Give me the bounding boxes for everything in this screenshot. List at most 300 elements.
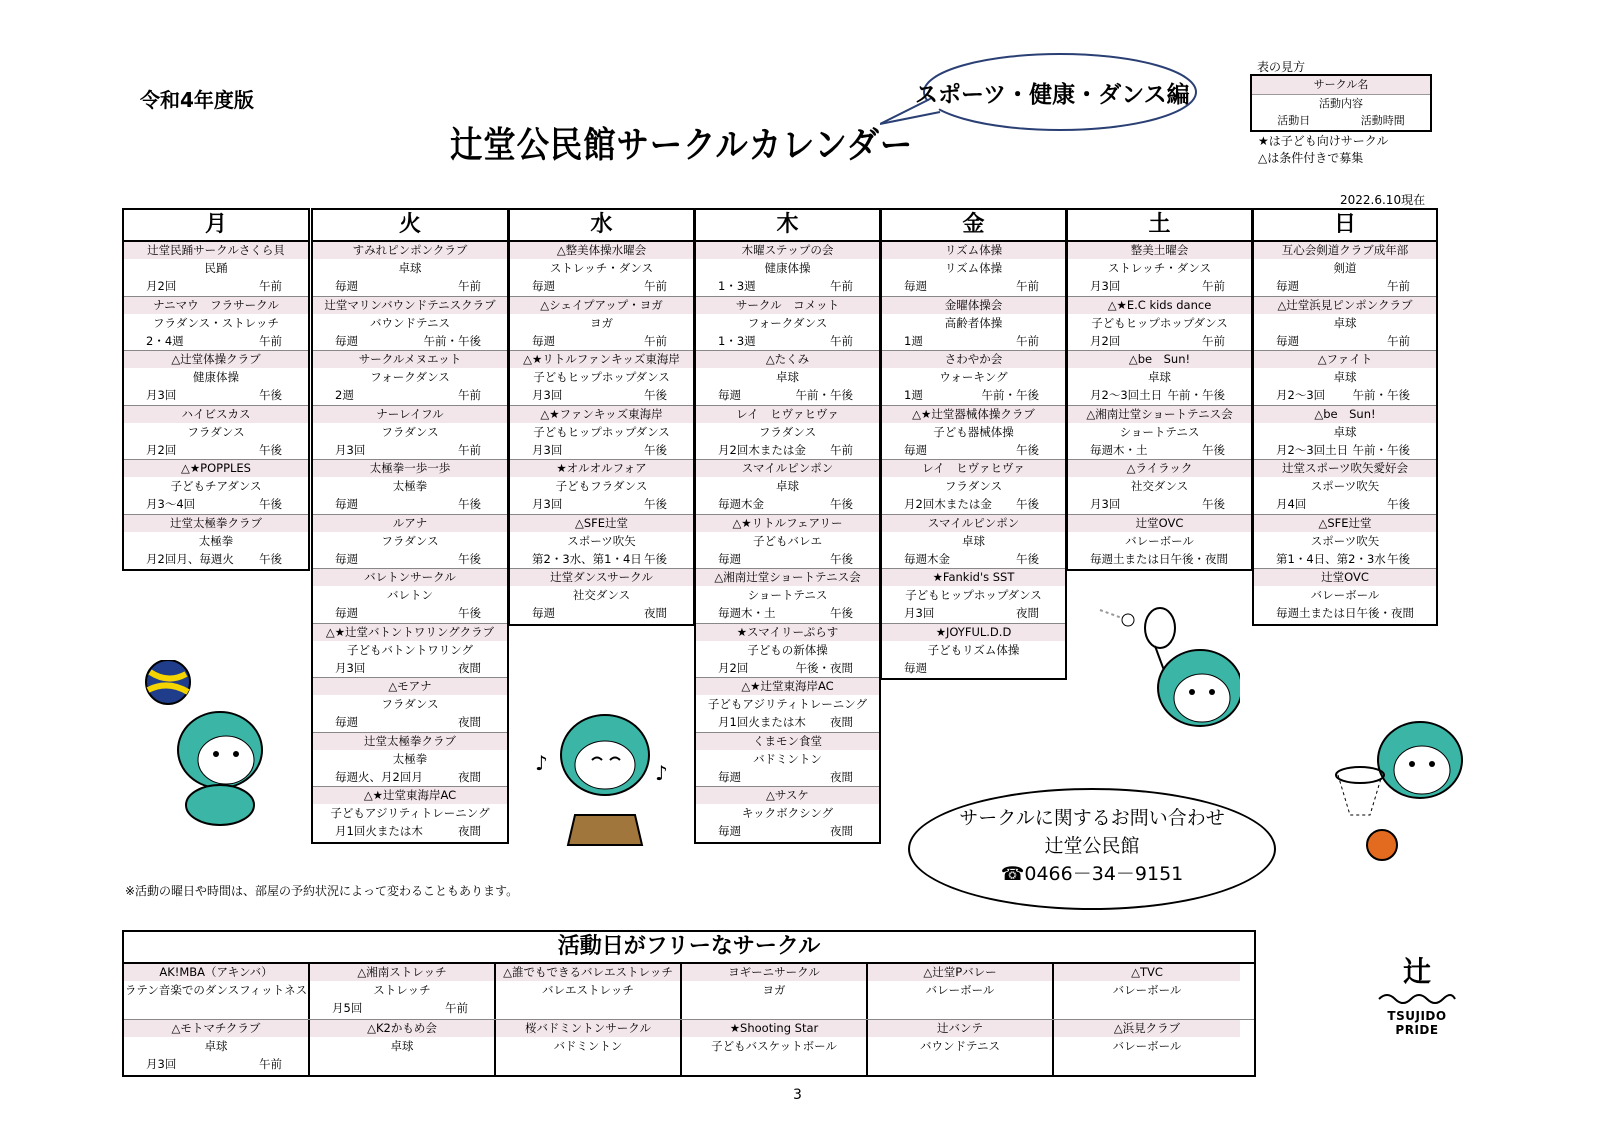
day-column xyxy=(311,208,509,844)
circle-name: くまモン食堂 xyxy=(696,733,879,750)
circle-day: 毎週 xyxy=(532,333,555,348)
circle-day: 毎週 xyxy=(335,715,358,729)
circle-entry xyxy=(124,351,308,406)
free-row xyxy=(124,964,1254,1020)
circle-entry xyxy=(313,515,507,570)
circle-time: 午後・夜間 xyxy=(795,660,853,675)
circle-time: 午後・夜間 xyxy=(1356,606,1414,620)
circle-entry xyxy=(696,624,879,679)
day-header: 日 xyxy=(1254,210,1436,242)
circle-activity: 子どもバレエ xyxy=(753,533,822,548)
circle-entry xyxy=(313,678,507,733)
circle-day: 1週 xyxy=(904,333,923,348)
circle-name: △モアナ xyxy=(313,678,507,695)
circle-name: 辻堂マリンバウンドテニスクラブ xyxy=(313,297,507,314)
circle-day: 毎週木・土 xyxy=(718,606,776,620)
circle-entry xyxy=(696,351,879,406)
circle-name: ★オルオルフォア xyxy=(510,460,693,477)
circle-day: 月3回 xyxy=(1090,279,1121,293)
free-circle-entry xyxy=(124,964,310,1019)
circle-day: 毎週 xyxy=(335,551,358,566)
day-header: 火 xyxy=(313,210,507,242)
circle-activity: リズム体操 xyxy=(944,261,1003,275)
mascot-badminton-illustration xyxy=(1060,600,1240,770)
circle-name: サークル コメット xyxy=(696,297,879,314)
circle-name: △湘南辻堂ショートテニス会 xyxy=(696,569,879,586)
circle-day: 月3回 xyxy=(904,606,935,620)
free-schedule-table xyxy=(122,930,1256,1077)
day-column xyxy=(508,208,695,626)
circle-time: 午後 xyxy=(458,497,481,511)
circle-time: 午前 xyxy=(830,333,853,348)
circle-name: △★辻堂器械体操クラブ xyxy=(882,406,1065,423)
circle-activity: 太極拳 xyxy=(198,533,234,548)
circle-time: 午後 xyxy=(644,388,667,402)
circle-time: 午前 xyxy=(259,333,282,348)
contact-heading: サークルに関するお問い合わせ xyxy=(959,807,1225,829)
page-title: 辻堂公民館サークルカレンダー xyxy=(450,125,914,166)
circle-entry xyxy=(882,242,1065,297)
circle-day: 毎週 xyxy=(718,824,741,838)
circle-time: 午後 xyxy=(644,442,667,457)
mascot-volleyball-illustration xyxy=(140,660,290,830)
circle-time: 午前・午後 xyxy=(423,333,481,348)
contact-facility: 辻堂公民館 xyxy=(1044,835,1140,857)
circle-day: 月3回 xyxy=(532,388,563,402)
circle-name: ★スマイリーぷらす xyxy=(696,624,879,641)
circle-activity: 子どもリズム体操 xyxy=(927,642,1020,657)
circle-day: 月1回火または木 xyxy=(335,824,423,838)
circle-day: 1週 xyxy=(904,388,923,402)
circle-entry xyxy=(1254,242,1436,297)
wave-icon xyxy=(1377,993,1457,1005)
circle-activity: 卓球 xyxy=(776,370,799,384)
day-column xyxy=(880,208,1067,680)
circle-entry xyxy=(313,351,507,406)
circle-name: △K2かもめ会 xyxy=(310,1020,494,1037)
contact-phone: ☎0466－34－9151 xyxy=(1000,863,1184,885)
circle-time: 午前 xyxy=(259,279,282,293)
circle-name: 互心会剣道クラブ成年部 xyxy=(1254,242,1436,259)
circle-activity: 子どもチアダンス xyxy=(170,479,262,493)
legend-content: 活動内容 xyxy=(1319,97,1363,110)
circle-day: 毎週 xyxy=(904,442,927,457)
circle-entry xyxy=(696,733,879,788)
circle-name: 辻堂民踊サークルさくら貝 xyxy=(124,242,308,259)
circle-time: 午前 xyxy=(830,279,853,293)
circle-activity: 子どもヒップホップダンス xyxy=(905,588,1042,602)
circle-name: △be Sun! xyxy=(1254,406,1436,423)
circle-day: 月2～3回土日 xyxy=(1276,442,1349,457)
legend-note-conditional: △は条件付きで募集 xyxy=(1258,151,1364,165)
circle-activity: 子どもアジリティトレーニング xyxy=(707,697,868,711)
circle-time: 午後 xyxy=(259,497,282,511)
circle-day: 毎週木金 xyxy=(904,551,950,566)
circle-activity: バレーボール xyxy=(925,983,995,997)
circle-name: △★辻堂東海岸AC xyxy=(313,787,507,804)
circle-time: 午後 xyxy=(1202,497,1225,511)
circle-day: 毎週 xyxy=(1276,279,1299,293)
circle-time: 午後 xyxy=(458,551,481,566)
circle-activity: 卓球 xyxy=(1333,370,1357,384)
circle-activity: 卓球 xyxy=(962,533,985,548)
circle-day: 月2回 xyxy=(1090,333,1121,348)
circle-entry xyxy=(510,460,693,515)
circle-entry xyxy=(1254,297,1436,352)
circle-activity: 剣道 xyxy=(1333,261,1357,275)
circle-time: 午前 xyxy=(1387,279,1410,293)
circle-time: 午後 xyxy=(1016,442,1039,457)
circle-entry xyxy=(510,297,693,352)
free-circle-entry xyxy=(496,1020,682,1075)
circle-time: 夜間 xyxy=(458,715,481,729)
circle-name: △SFE辻堂 xyxy=(1254,515,1436,532)
circle-entry xyxy=(313,242,507,297)
free-circle-entry xyxy=(496,964,682,1019)
circle-name: △モトマチクラブ xyxy=(124,1020,308,1037)
circle-day: 毎週 xyxy=(718,769,741,784)
circle-time: 夜間 xyxy=(1016,606,1039,620)
circle-activity: バレーボール xyxy=(1112,1039,1182,1053)
circle-activity: 子どもヒップホップダンス xyxy=(533,424,670,439)
circle-entry xyxy=(313,569,507,624)
circle-entry xyxy=(696,515,879,570)
circle-activity: ヨガ xyxy=(590,315,613,330)
circle-entry xyxy=(696,406,879,461)
circle-time: 午後 xyxy=(259,388,282,402)
circle-name: 辻堂太極拳クラブ xyxy=(313,733,507,750)
circle-activity: 子ども器械体操 xyxy=(933,424,1014,439)
circle-name: △辻堂浜見ピンポンクラブ xyxy=(1254,297,1436,314)
circle-day: 月3回 xyxy=(532,497,563,511)
circle-name: ★Shooting Star xyxy=(682,1020,866,1037)
circle-activity: 民踊 xyxy=(204,261,228,275)
legend-note-child: ★は子ども向けサークル xyxy=(1258,134,1389,148)
footnote: ※活動の曜日や時間は、部屋の予約状況によって変わることもあります。 xyxy=(125,884,519,898)
circle-time: 午前 xyxy=(644,333,667,348)
circle-entry xyxy=(1254,569,1436,624)
circle-time: 午前 xyxy=(458,388,481,402)
circle-day: 毎週 xyxy=(1276,333,1299,348)
circle-name: 辻堂太極拳クラブ xyxy=(124,515,308,532)
circle-time: 午後 xyxy=(1387,551,1410,566)
circle-entry xyxy=(510,569,693,624)
circle-time: 午後 xyxy=(259,442,282,457)
circle-day: 毎週 xyxy=(335,497,358,511)
day-header: 木 xyxy=(696,210,879,242)
day-header: 水 xyxy=(510,210,693,242)
circle-activity: フォークダンス xyxy=(370,370,450,384)
circle-name: 桜バドミントンサークル xyxy=(496,1020,680,1037)
circle-name: △be Sun! xyxy=(1068,351,1251,368)
circle-time: 夜間 xyxy=(830,824,853,838)
circle-name: 太極拳一歩一歩 xyxy=(313,460,507,477)
circle-name: △★リトルフェアリー xyxy=(696,515,879,532)
circle-entry xyxy=(696,678,879,733)
circle-time xyxy=(840,1055,858,1073)
svg-text:♪: ♪ xyxy=(655,761,668,785)
circle-time: 午後 xyxy=(644,497,667,511)
circle-activity: フォークダンス xyxy=(747,315,828,330)
circle-time: 午前・午後 xyxy=(1352,442,1410,457)
as-of-date: 2022.6.10現在 xyxy=(1340,193,1426,207)
page-number: 3 xyxy=(793,1087,802,1103)
circle-activity: フラダンス xyxy=(944,479,1003,493)
circle-time xyxy=(1026,999,1044,1017)
circle-activity: ウォーキング xyxy=(939,370,1008,384)
circle-day: 毎週火、月2回月 xyxy=(335,769,423,784)
day-column xyxy=(1066,208,1253,571)
circle-activity: 卓球 xyxy=(1148,370,1171,384)
circle-name: ★JOYFUL.D.D xyxy=(882,624,1065,641)
free-circle-entry xyxy=(124,1020,310,1075)
circle-name: 金曜体操会 xyxy=(882,297,1065,314)
free-circle-entry xyxy=(310,964,496,1019)
circle-day: 2・4週 xyxy=(146,333,184,348)
circle-day: 月3回 xyxy=(335,442,366,457)
circle-name: △誰でもできるバレエストレッチ xyxy=(496,964,680,981)
mascot-basketball-illustration xyxy=(1330,700,1480,870)
circle-activity: フラダンス xyxy=(381,697,439,711)
legend-time: 活動時間 xyxy=(1360,114,1405,127)
circle-time: 午前・午後 xyxy=(981,388,1039,402)
circle-entry xyxy=(313,787,507,842)
circle-entry xyxy=(882,297,1065,352)
circle-activity: フラダンス xyxy=(381,424,439,439)
circle-activity: バレトン xyxy=(387,588,433,602)
circle-activity: バウンドテニス xyxy=(919,1039,1001,1053)
circle-activity: バウンドテニス xyxy=(369,315,451,330)
circle-day: 月2回 xyxy=(718,660,749,675)
circle-name: 辻バンテ xyxy=(868,1020,1052,1037)
circle-activity: 子どもヒップホップダンス xyxy=(1091,315,1228,330)
circle-activity: バレーボール xyxy=(1112,983,1182,997)
circle-entry xyxy=(696,242,879,297)
circle-activity: フラダンス xyxy=(758,424,817,439)
circle-name: △TVC xyxy=(1054,964,1240,981)
circle-day: 月2回木または金 xyxy=(718,442,806,457)
free-circle-entry xyxy=(1054,964,1240,1019)
circle-name: △浜見クラブ xyxy=(1054,1020,1240,1037)
circle-name: △ライラック xyxy=(1068,460,1251,477)
circle-name: △シェイプアップ・ヨガ xyxy=(510,297,693,314)
circle-day: 月3回 xyxy=(532,442,563,457)
circle-entry xyxy=(510,515,693,570)
circle-time: 午前 xyxy=(1202,279,1225,293)
circle-entry xyxy=(882,406,1065,461)
circle-time: 午後 xyxy=(458,606,481,620)
day-column xyxy=(1252,208,1438,626)
circle-name: スマイルピンポン xyxy=(882,515,1065,532)
day-header: 金 xyxy=(882,210,1065,242)
circle-activity: 卓球 xyxy=(390,1039,414,1053)
circle-activity: ストレッチ xyxy=(373,983,431,997)
circle-entry xyxy=(696,297,879,352)
circle-day: 月3～4回 xyxy=(146,497,196,511)
circle-activity: バレーボール xyxy=(1310,588,1380,602)
circle-day: 2週 xyxy=(335,388,354,402)
circle-day: 月3回 xyxy=(335,660,366,675)
circle-time: 午後 xyxy=(1016,551,1039,566)
circle-activity: フラダンス xyxy=(187,424,245,439)
circle-entry xyxy=(882,460,1065,515)
free-circle-entry xyxy=(1054,1020,1240,1075)
circle-activity: 子どもヒップホップダンス xyxy=(533,370,670,384)
circle-name: 辻堂OVC xyxy=(1068,515,1251,532)
circle-name: ★Fankid's SST xyxy=(882,569,1065,586)
circle-activity: 卓球 xyxy=(398,261,422,275)
circle-name: △たくみ xyxy=(696,351,879,368)
tsujido-pride-logo xyxy=(1372,950,1462,1037)
circle-entry xyxy=(1254,515,1436,570)
circle-time: 午後 xyxy=(830,497,853,511)
circle-day: 毎週 xyxy=(532,606,555,620)
circle-time: 午後 xyxy=(1202,442,1225,457)
circle-day: 月3回 xyxy=(1090,497,1121,511)
circle-entry xyxy=(696,460,879,515)
circle-entry xyxy=(313,733,507,788)
circle-entry xyxy=(1254,460,1436,515)
circle-day: 第1・4日、第2・3水 xyxy=(1276,551,1386,566)
circle-time: 午前・午後 xyxy=(1352,388,1410,402)
circle-entry xyxy=(510,406,693,461)
circle-time: 夜間 xyxy=(458,769,481,784)
circle-time: 午後 xyxy=(1016,497,1039,511)
day-header: 土 xyxy=(1068,210,1251,242)
circle-entry xyxy=(1068,406,1251,461)
circle-time xyxy=(468,1055,486,1073)
circle-day: 月3回 xyxy=(146,1057,177,1071)
circle-activity: 子どもバトントワリング xyxy=(346,642,474,657)
circle-name: △辻堂Pバレー xyxy=(868,964,1052,981)
circle-activity: スポーツ吹矢 xyxy=(1310,533,1380,548)
circle-activity: ストレッチ・ダンス xyxy=(549,261,654,275)
circle-name: リズム体操 xyxy=(882,242,1065,259)
circle-entry xyxy=(1254,351,1436,406)
circle-day: 毎週 xyxy=(718,388,741,402)
circle-name: △★POPPLES xyxy=(124,460,308,477)
circle-time: 夜間 xyxy=(830,715,853,729)
legend-name: サークル名 xyxy=(1252,76,1430,95)
circle-name: △★ファンキッズ東海岸 xyxy=(510,406,693,423)
free-circle-entry xyxy=(310,1020,496,1075)
circle-day: 月2回木または金 xyxy=(904,497,992,511)
logo-text: TSUJIDO PRIDE xyxy=(1387,1009,1447,1037)
circle-activity: ショートテニス xyxy=(1119,424,1200,439)
circle-name: △★E.C kids dance xyxy=(1068,297,1251,314)
circle-entry xyxy=(124,242,308,297)
circle-entry xyxy=(124,297,308,352)
circle-activity: ラテン音楽でのダンスフィットネス xyxy=(124,983,308,997)
circle-entry xyxy=(313,460,507,515)
circle-entry xyxy=(124,515,308,570)
circle-activity: スポーツ吹矢 xyxy=(1310,479,1380,493)
free-row xyxy=(124,1020,1254,1075)
circle-activity: 子どもバスケットボール xyxy=(711,1039,837,1053)
circle-name: △★辻堂東海岸AC xyxy=(696,678,879,695)
circle-day: 第2・3水、第1・4日 xyxy=(532,551,642,566)
circle-time: 午前 xyxy=(458,442,481,457)
circle-time xyxy=(654,999,672,1017)
circle-time: 夜間 xyxy=(458,660,481,675)
circle-name: △湘南ストレッチ xyxy=(310,964,494,981)
circle-time: 午後 xyxy=(1387,497,1410,511)
circle-entry xyxy=(1254,406,1436,461)
free-table-title: 活動日がフリーなサークル xyxy=(124,932,1254,964)
circle-name: さわやか会 xyxy=(882,351,1065,368)
circle-time: 午後 xyxy=(830,551,853,566)
circle-time xyxy=(1214,1055,1232,1073)
circle-activity: 卓球 xyxy=(1333,315,1357,330)
circle-activity: 子どもアジリティトレーニング xyxy=(330,806,490,820)
circle-activity: 子どもの新体操 xyxy=(747,642,828,657)
circle-activity: フラダンス・ストレッチ xyxy=(152,315,280,330)
circle-entry xyxy=(1068,351,1251,406)
circle-day: 月2回 xyxy=(146,442,177,457)
circle-day: 月3回 xyxy=(146,388,177,402)
circle-activity: バドミントン xyxy=(753,751,822,766)
circle-day: 月2～3回 xyxy=(1276,388,1326,402)
circle-activity: 卓球 xyxy=(204,1039,228,1053)
circle-name: バレトンサークル xyxy=(313,569,507,586)
free-circle-entry xyxy=(682,1020,868,1075)
circle-activity: 卓球 xyxy=(1333,424,1357,439)
circle-entry xyxy=(124,406,308,461)
circle-entry xyxy=(124,460,308,515)
circle-name: △整美体操水曜会 xyxy=(510,242,693,259)
circle-day: 月2～3回土日 xyxy=(1090,388,1163,402)
circle-time: 午後 xyxy=(830,606,853,620)
circle-name: レイ ヒヴァヒヴァ xyxy=(882,460,1065,477)
circle-name: △辻堂体操クラブ xyxy=(124,351,308,368)
circle-time xyxy=(654,1055,672,1073)
circle-name: △★リトルファンキッズ東海岸 xyxy=(510,351,693,368)
circle-day: 毎週 xyxy=(904,279,927,293)
circle-time: 午前 xyxy=(1016,279,1039,293)
circle-time: 夜間 xyxy=(830,769,853,784)
circle-time: 午前 xyxy=(830,442,853,457)
circle-entry xyxy=(882,351,1065,406)
circle-time xyxy=(840,999,858,1017)
circle-time: 午前 xyxy=(1387,333,1410,348)
circle-day: 毎週木・土 xyxy=(1090,442,1148,457)
circle-activity: バレエストレッチ xyxy=(542,983,634,997)
circle-time: 午後 xyxy=(644,551,667,566)
circle-name: △サスケ xyxy=(696,787,879,804)
circle-day: 1・3週 xyxy=(718,333,756,348)
circle-activity: ショートテニス xyxy=(747,588,828,602)
circle-name: 辻堂スポーツ吹矢愛好会 xyxy=(1254,460,1436,477)
circle-time xyxy=(1214,999,1232,1017)
circle-name: サークルメヌエット xyxy=(313,351,507,368)
circle-time: 午前 xyxy=(1202,333,1225,348)
circle-day: 毎週 xyxy=(532,279,555,293)
day-header: 月 xyxy=(124,210,308,242)
circle-day: 毎週木金 xyxy=(718,497,764,511)
circle-day: 毎週 xyxy=(335,333,358,348)
circle-day: 毎週土または日 xyxy=(1276,606,1357,620)
circle-name: △★辻堂バトントワリングクラブ xyxy=(313,624,507,641)
circle-time: 午前 xyxy=(1016,333,1039,348)
circle-entry xyxy=(1068,460,1251,515)
circle-activity: 太極拳 xyxy=(392,751,428,766)
circle-name: AK!MBA（アキンバ） xyxy=(124,964,308,981)
circle-name: ナニマウ フラサークル xyxy=(124,297,308,314)
circle-time xyxy=(1026,1055,1044,1073)
circle-entry xyxy=(313,297,507,352)
circle-activity: キックボクシング xyxy=(741,806,834,820)
circle-time: 午前 xyxy=(458,279,481,293)
